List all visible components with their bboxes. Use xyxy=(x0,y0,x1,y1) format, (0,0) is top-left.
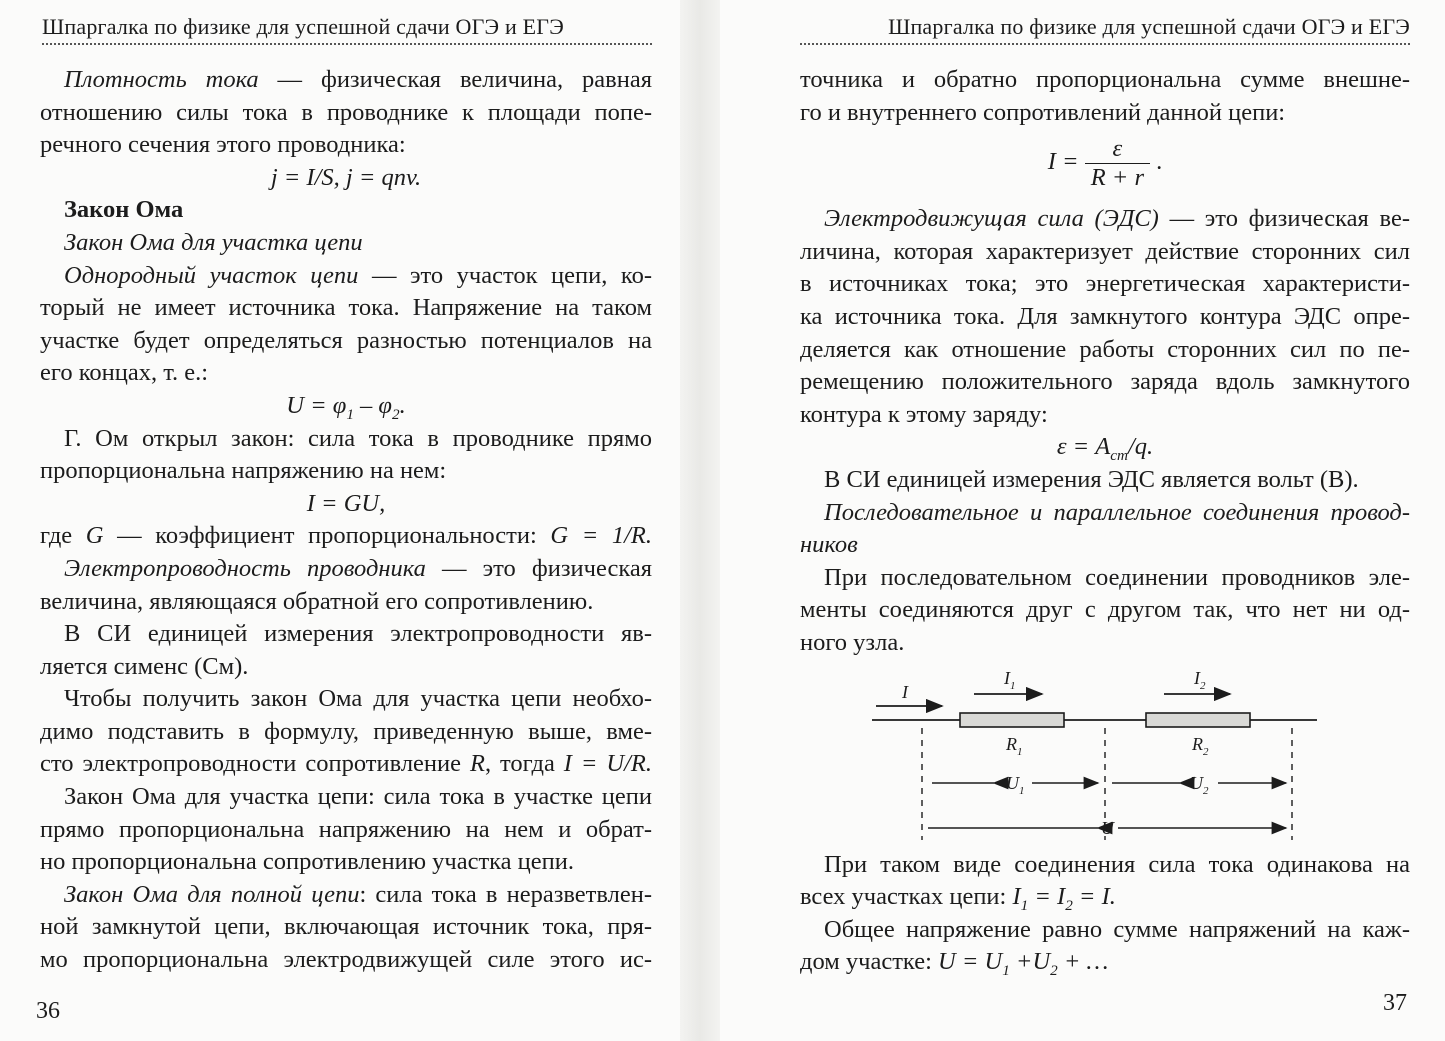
left-paragraph-line xyxy=(40,390,652,423)
left-paragraph-line xyxy=(40,618,652,651)
right-paragraph-line xyxy=(800,562,1410,595)
left-paragraph-text: G xyxy=(85,522,104,550)
left-paragraph-text: Закон Ома для полной цепи xyxy=(64,880,360,908)
left-paragraph-text: — это участок цепи, ко- xyxy=(358,261,652,289)
left-paragraph-line xyxy=(40,325,652,358)
formula-numerator: ε xyxy=(1085,135,1150,164)
left-paragraph-line xyxy=(40,260,652,293)
right-text-bottom xyxy=(800,849,1410,979)
right-page xyxy=(720,0,1445,1041)
resistor-1 xyxy=(960,713,1064,727)
left-paragraph-text: 1 xyxy=(346,405,354,423)
formula-lhs: I = xyxy=(1047,148,1079,176)
right-paragraph-text: ε = A xyxy=(1056,433,1111,461)
right-paragraph-line xyxy=(800,627,1410,660)
right-paragraph-text: I xyxy=(1012,883,1021,911)
left-paragraph-line xyxy=(40,651,652,684)
right-paragraph-text: контура к этому заряду: xyxy=(800,400,1048,428)
left-paragraph-text: ной замкнутой цепи, включающая источник тока, пря- xyxy=(40,913,652,941)
left-paragraph-text: участке будет определяться разностью потенциалов на xyxy=(40,326,652,354)
formula-denominator: R + r xyxy=(1090,164,1144,192)
left-page xyxy=(0,0,680,1041)
left-paragraph-line xyxy=(40,357,652,390)
right-paragraph-line xyxy=(800,399,1410,432)
right-paragraph-line xyxy=(800,914,1410,947)
right-paragraph-text: 2 xyxy=(1050,962,1058,980)
left-paragraph-text: R xyxy=(469,750,485,778)
left-paragraph-text: 2 xyxy=(391,405,400,423)
formula-tail: . xyxy=(1156,148,1163,176)
right-paragraph-text: При последовательном соединении проводников эле- xyxy=(824,563,1410,591)
left-paragraph-text: – φ xyxy=(353,391,392,419)
left-paragraph-text: Закон Ома xyxy=(64,196,184,224)
label-resistor-2: $R_2$ xyxy=(1192,733,1209,758)
left-paragraph-text: его концах, т. е.: xyxy=(40,359,209,387)
resistor-2 xyxy=(1146,713,1250,727)
left-paragraph-text: пропорциональна напряжению на нем: xyxy=(40,457,447,485)
left-paragraph-line xyxy=(40,194,652,227)
left-paragraph-text: j = I/S, j = qnv. xyxy=(270,163,422,191)
right-paragraph-text: = I xyxy=(1028,883,1066,911)
right-paragraph-line xyxy=(800,529,1410,562)
left-paragraph-line xyxy=(40,455,652,488)
right-paragraph-line xyxy=(800,236,1410,269)
right-paragraph-text: дом участке: xyxy=(800,948,939,976)
right-paragraph-line xyxy=(800,64,1410,97)
right-paragraph-line xyxy=(800,431,1410,464)
right-paragraph-line xyxy=(800,946,1410,979)
left-paragraph-line xyxy=(40,162,652,195)
left-paragraph-text: Электропроводность проводника xyxy=(64,554,426,582)
left-paragraph-text: — коэффициент пропорциональности: xyxy=(103,522,551,550)
right-paragraph-line xyxy=(800,881,1410,914)
left-paragraph-line xyxy=(40,716,652,749)
left-paragraph-text: В СИ единицей измерения электропроводности яв- xyxy=(64,620,652,648)
label-voltage-1: $U_1$ xyxy=(1006,772,1025,797)
left-paragraph-line xyxy=(40,64,652,97)
right-paragraph-text: ка источника тока. Для замкнутого контура ЭДС опре- xyxy=(800,302,1410,330)
right-paragraph-text: Электродвижущая сила (ЭДС) xyxy=(824,205,1159,233)
label-current-total: I xyxy=(902,681,908,702)
label-voltage-total: U xyxy=(1101,817,1114,838)
left-paragraph-line xyxy=(40,911,652,944)
right-text-middle xyxy=(800,203,1410,659)
left-paragraph-text: димо подставить в формулу, приведенную выше, вме- xyxy=(40,717,652,745)
left-paragraph-text: G = 1/R. xyxy=(550,522,652,550)
right-page-body xyxy=(800,64,1410,979)
left-paragraph-text: прямо пропорциональна напряжению на нем и обрат- xyxy=(40,815,652,843)
right-paragraph-text: В СИ единицей измерения ЭДС является вольт (В). xyxy=(824,465,1359,493)
left-paragraph-line xyxy=(40,748,652,781)
right-paragraph-text: ного узла. xyxy=(800,628,905,656)
right-paragraph-line xyxy=(800,464,1410,497)
right-paragraph-text: cm xyxy=(1110,447,1128,465)
right-paragraph-line xyxy=(800,497,1410,530)
right-paragraph-line xyxy=(800,97,1410,130)
right-paragraph-text: личина, которая характеризует действие сторонних сил xyxy=(800,237,1410,265)
right-paragraph-text: деляется как отношение работы сторонних сил по пе- xyxy=(800,335,1410,363)
left-paragraph-line xyxy=(40,553,652,586)
left-paragraph-text: , тогда xyxy=(484,750,564,778)
right-paragraph-line xyxy=(800,334,1410,367)
right-paragraph-text: го и внутреннего сопротивлений данной цепи: xyxy=(800,98,1286,126)
left-paragraph-text: Закон Ома для участка цепи: сила тока в участке цепи xyxy=(64,783,652,811)
left-paragraph-text: I = GU, xyxy=(306,489,386,517)
left-paragraph-line xyxy=(40,129,652,162)
page-number-right: 37 xyxy=(1383,990,1407,1016)
right-paragraph-line xyxy=(800,203,1410,236)
left-paragraph-line xyxy=(40,879,652,912)
left-paragraph-text: сто электропроводности сопротивление xyxy=(40,750,470,778)
left-paragraph-line xyxy=(40,488,652,521)
left-paragraph-line xyxy=(40,586,652,619)
left-paragraph-text: Г. Ом открыл закон: сила тока в проводнике прямо xyxy=(64,424,652,452)
left-paragraph-text: мо пропорциональна электродвижущей силе этого ис- xyxy=(40,946,652,974)
right-paragraph-text: 1 xyxy=(1020,896,1029,914)
left-paragraph-text: Закон Ома для участка цепи xyxy=(64,228,363,256)
right-paragraph-text: точника и обратно пропорциональна сумме внешне- xyxy=(800,66,1410,93)
left-paragraph-text: Однородный участок цепи xyxy=(64,261,359,289)
right-paragraph-text: ников xyxy=(800,531,858,559)
left-paragraph-text: U = φ xyxy=(286,391,347,419)
right-paragraph-text: U = U xyxy=(938,948,1003,976)
left-paragraph-text: — физическая величина, равная xyxy=(258,66,652,93)
right-paragraph-line xyxy=(800,849,1410,882)
right-paragraph-text: 2 xyxy=(1065,896,1073,914)
left-paragraph-text: — это физическая xyxy=(425,554,653,582)
left-paragraph-text: ляется сименс (См). xyxy=(40,652,249,680)
label-voltage-2: $U_2$ xyxy=(1190,772,1209,797)
right-paragraph-text: /q. xyxy=(1127,433,1154,461)
right-paragraph-text: + … xyxy=(1057,948,1109,976)
page-number-left: 36 xyxy=(36,998,60,1024)
left-paragraph-line xyxy=(40,814,652,847)
right-paragraph-text: всех участках цепи: xyxy=(800,883,1013,911)
left-paragraph-line xyxy=(40,97,652,130)
right-paragraph-text: При таком виде соединения сила тока одинакова на xyxy=(824,850,1410,878)
left-paragraph-line xyxy=(40,423,652,456)
left-paragraph-line xyxy=(40,944,652,977)
right-paragraph-text: в источниках тока; это энергетическая характеристи- xyxy=(800,270,1410,298)
right-paragraph-line xyxy=(800,301,1410,334)
label-current-1: $I_1$ xyxy=(1004,667,1016,692)
right-paragraph-line xyxy=(800,366,1410,399)
left-paragraph-line xyxy=(40,227,652,260)
left-paragraph-text: Чтобы получить закон Ома для участка цепи необхо- xyxy=(64,685,652,713)
right-paragraph-text: — это физическая ве- xyxy=(1158,205,1410,233)
left-paragraph-text: отношению силы тока в проводнике к площади попе- xyxy=(40,98,652,126)
right-paragraph-line xyxy=(800,268,1410,301)
right-paragraph-text: +U xyxy=(1009,948,1051,976)
left-paragraph-text: I = U/R. xyxy=(563,750,652,778)
running-header-right: Шпаргалка по физике для успешной сдачи ОГЭ и ЕГЭ xyxy=(800,14,1410,45)
left-page-body xyxy=(40,64,652,977)
book-gutter xyxy=(680,0,720,1041)
right-paragraph-text: ремещению положительного заряда вдоль замкнутого xyxy=(800,368,1410,396)
right-paragraph-text: 1 xyxy=(1002,962,1010,980)
formula-ohm-full-circuit xyxy=(800,135,1410,199)
left-paragraph-line xyxy=(40,683,652,716)
right-paragraph-text: Последовательное и параллельное соединения провод- xyxy=(824,498,1410,526)
right-paragraph-text: менты соединяются друг с другом так, что нет ни од- xyxy=(800,596,1410,624)
right-paragraph-text: = I. xyxy=(1072,883,1116,911)
right-paragraph-text: Общее напряжение равно сумме напряжений на каж- xyxy=(824,915,1410,943)
left-paragraph-text: . xyxy=(399,391,406,419)
right-paragraph-line xyxy=(800,594,1410,627)
running-header-left: Шпаргалка по физике для успешной сдачи ОГЭ и ЕГЭ xyxy=(42,14,652,45)
left-paragraph-line xyxy=(40,520,652,553)
left-paragraph-line xyxy=(40,781,652,814)
left-paragraph-text: но пропорциональна сопротивлению участка цепи. xyxy=(40,848,575,876)
left-paragraph-text: где xyxy=(40,522,86,550)
series-circuit-diagram xyxy=(872,668,1332,843)
left-paragraph-line xyxy=(40,292,652,325)
formula-fraction xyxy=(1085,135,1150,192)
left-paragraph-text: Плотность тока xyxy=(64,66,259,93)
left-paragraph-text: торый не имеет источника тока. Напряжение на таком xyxy=(40,294,652,322)
label-resistor-1: $R_1$ xyxy=(1006,733,1023,758)
left-paragraph-line xyxy=(40,846,652,879)
left-paragraph-text: : сила тока в неразветвлен- xyxy=(359,880,652,908)
label-current-2: $I_2$ xyxy=(1194,667,1206,692)
left-paragraph-text: величина, являющаяся обратной его сопротивлению. xyxy=(40,587,594,615)
right-text-top xyxy=(800,64,1410,129)
left-paragraph-text: речного сечения этого проводника: xyxy=(40,131,406,159)
